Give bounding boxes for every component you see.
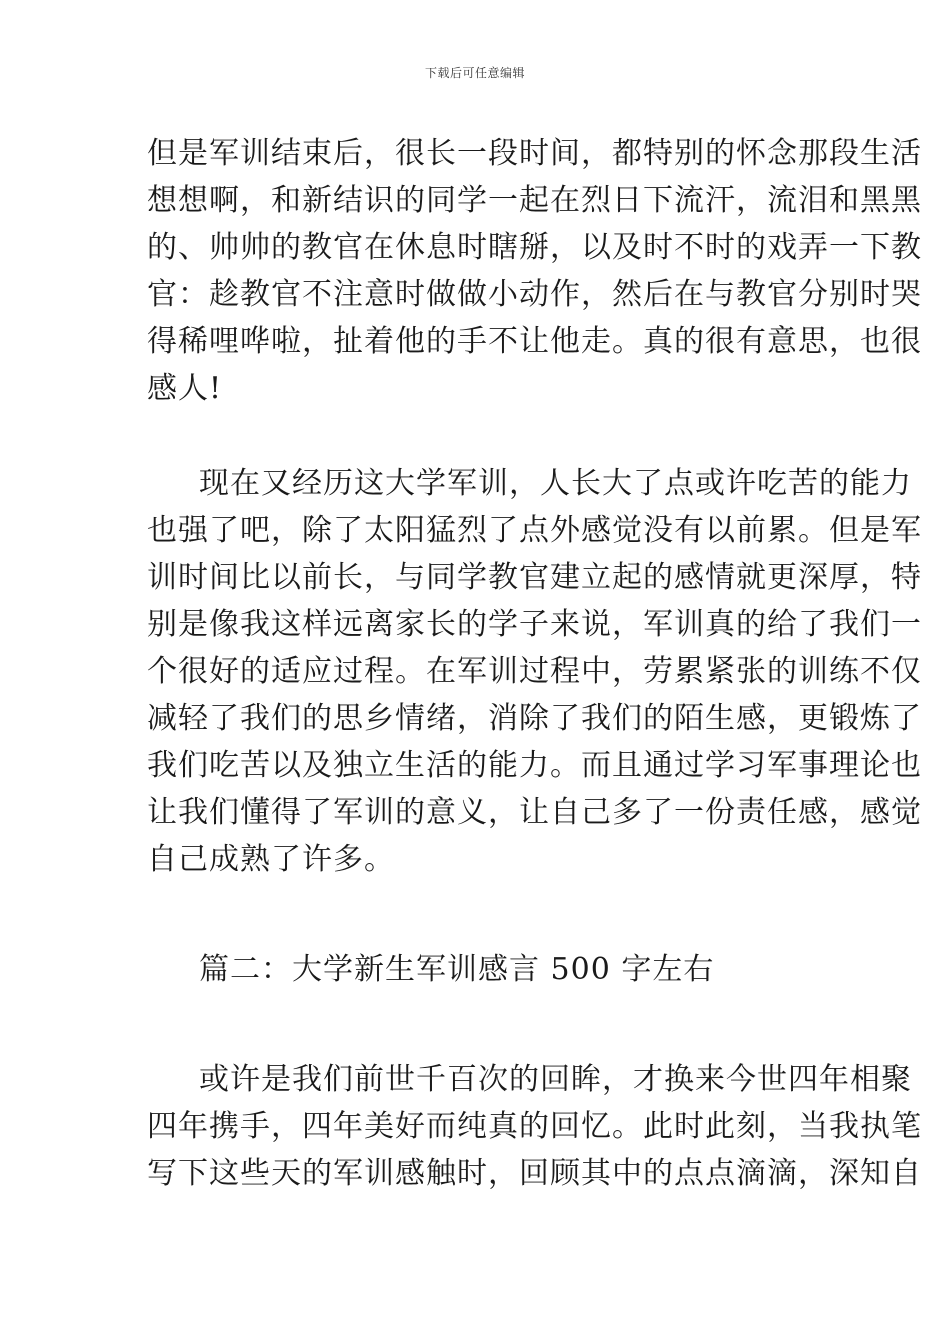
paragraph-spacer <box>147 993 807 1056</box>
paragraph-spacer <box>147 412 807 460</box>
text-line: 让我们懂得了军训的意义，让自己多了一份责任感，感觉 <box>147 795 922 830</box>
text-line: 现在又经历这大学军训，人长大了点或许吃苦的能力 <box>199 466 912 501</box>
text-line: 写下这些天的军训感触时，回顾其中的点点滴滴，深知自 <box>147 1156 922 1191</box>
text-line: 官：趁教官不注意时做做小动作，然后在与教官分别时哭 <box>147 277 922 312</box>
paragraph-1 <box>147 130 922 412</box>
paragraph-2 <box>147 460 922 883</box>
paragraph-spacer <box>147 883 807 946</box>
text-line: 感人! <box>147 371 223 406</box>
text-line: 但是军训结束后，很长一段时间，都特别的怀念那段生活 <box>147 136 922 171</box>
text-line: 个很好的适应过程。在军训过程中，劳累紧张的训练不仅 <box>147 654 922 689</box>
text-line: 得稀哩哗啦，扯着他的手不让他走。真的很有意思，也很 <box>147 324 922 359</box>
section-heading: 篇二：大学新生军训感言 500 字左右 <box>199 952 715 987</box>
text-line: 我们吃苦以及独立生活的能力。而且通过学习军事理论也 <box>147 748 922 783</box>
text-line: 的、帅帅的教官在休息时瞎掰，以及时不时的戏弄一下教 <box>147 230 922 265</box>
text-line: 训时间比以前长，与同学教官建立起的感情就更深厚，特 <box>147 560 922 595</box>
text-line: 想想啊，和新结识的同学一起在烈日下流汗，流泪和黑黑 <box>147 183 922 218</box>
document-body <box>147 130 922 1197</box>
text-line: 别是像我这样远离家长的学子来说，军训真的给了我们一 <box>147 607 922 642</box>
text-line: 或许是我们前世千百次的回眸，才换来今世四年相聚 <box>199 1062 912 1097</box>
paragraph-3 <box>147 1056 922 1197</box>
text-line: 四年携手，四年美好而纯真的回忆。此时此刻，当我执笔 <box>147 1109 922 1144</box>
text-line: 自己成熟了许多。 <box>147 842 395 877</box>
text-line: 减轻了我们的思乡情绪，消除了我们的陌生感，更锻炼了 <box>147 701 922 736</box>
page-header: 下载后可任意编辑 <box>424 66 525 80</box>
text-line: 也强了吧，除了太阳猛烈了点外感觉没有以前累。但是军 <box>147 513 922 548</box>
